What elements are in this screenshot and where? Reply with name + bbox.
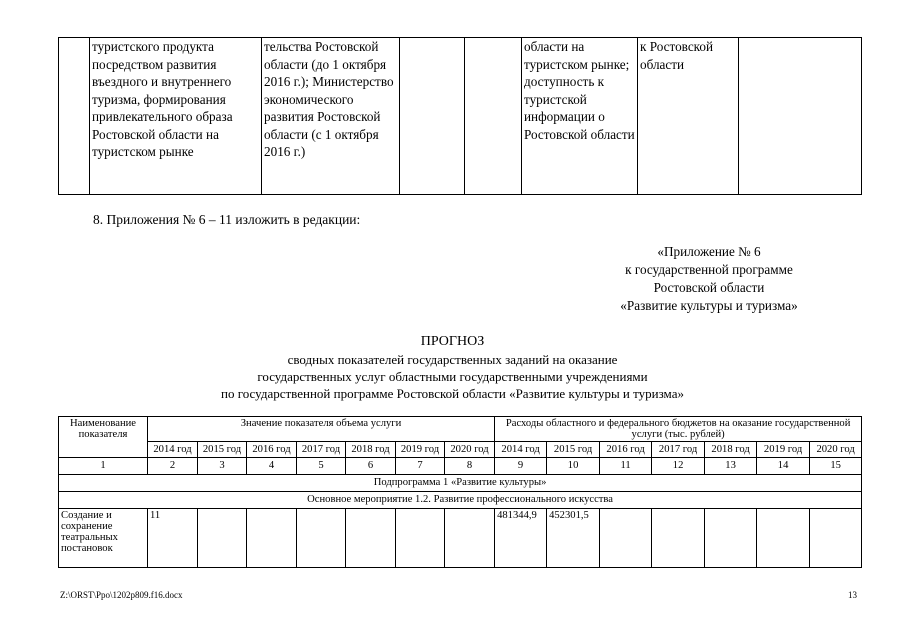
table-years-row — [59, 442, 862, 458]
table-cell: области на туристском рынке; доступность к туристской информации о Ростовской области — [522, 38, 638, 195]
subprogram-title: Подпрограмма 1 «Развитие культуры» — [59, 475, 862, 492]
column-number: 13 — [705, 458, 757, 475]
title-line: государственных услуг областными государственными учреждениями — [257, 369, 648, 384]
table-cell — [757, 509, 810, 568]
year-header: 2020 год — [445, 442, 495, 458]
table-cell: 452301,5 — [547, 509, 600, 568]
table-cell — [346, 509, 396, 568]
year-header: 2015 год — [547, 442, 600, 458]
subprogram-row — [59, 475, 862, 492]
column-number: 5 — [297, 458, 346, 475]
table-cell — [297, 509, 346, 568]
table-cell: 481344,9 — [495, 509, 547, 568]
main-event-title: Основное мероприятие 1.2. Развитие профессионального искусства — [59, 492, 862, 509]
main-event-row — [59, 492, 862, 509]
table-cell — [705, 509, 757, 568]
appendix-line: «Развитие культуры и туризма» — [620, 298, 798, 313]
column-header-name: Наименование показателя — [59, 417, 148, 458]
table-cell — [400, 38, 465, 195]
column-number-row — [59, 458, 862, 475]
table-cell — [445, 509, 495, 568]
year-header: 2016 год — [600, 442, 652, 458]
table-cell: туристского продукта посредством развития въездного и внутреннего туризма, формирования привлекательного образа Ростовской области на туристском рынке — [90, 38, 262, 195]
column-number: 9 — [495, 458, 547, 475]
continuation-table — [58, 37, 862, 195]
table-cell — [600, 509, 652, 568]
column-group-expenses: Расходы областного и федерального бюджетов на оказание государственной услуги (тыс. рублей) — [495, 417, 862, 442]
column-number: 15 — [810, 458, 862, 475]
table-cell — [465, 38, 522, 195]
table-row — [59, 509, 862, 568]
forecast-table — [58, 416, 862, 568]
table-cell — [739, 38, 862, 195]
column-number: 11 — [600, 458, 652, 475]
year-header: 2015 год — [198, 442, 247, 458]
column-number: 10 — [547, 458, 600, 475]
column-number: 1 — [59, 458, 148, 475]
year-header: 2019 год — [757, 442, 810, 458]
table-cell: к Ростовской области — [638, 38, 739, 195]
year-header: 2020 год — [810, 442, 862, 458]
column-number: 2 — [148, 458, 198, 475]
column-number: 6 — [346, 458, 396, 475]
appendix-line: Ростовской области — [653, 280, 765, 295]
column-number: 7 — [396, 458, 445, 475]
year-header: 2014 год — [495, 442, 547, 458]
document-title — [100, 332, 805, 402]
appendix-line: к государственной программе — [625, 262, 793, 277]
year-header: 2018 год — [705, 442, 757, 458]
indicator-name: Создание и сохранение театральных постановок — [59, 509, 148, 568]
year-header: 2016 год — [247, 442, 297, 458]
title-line: сводных показателей государственных заданий на оказание — [287, 352, 618, 367]
column-group-volume: Значение показателя объема услуги — [148, 417, 495, 442]
table-cell: 11 — [148, 509, 198, 568]
table-header-row — [59, 417, 862, 442]
table-cell — [59, 38, 90, 195]
table-cell — [247, 509, 297, 568]
year-header: 2018 год — [346, 442, 396, 458]
column-number: 12 — [652, 458, 705, 475]
year-header: 2017 год — [297, 442, 346, 458]
amendment-paragraph: 8. Приложения № 6 – 11 изложить в редакции: — [93, 212, 361, 227]
footer-file-path: Z:\ORST\Ppo\1202p809.f16.docx — [60, 590, 183, 600]
table-cell: тельства Ростовской области (до 1 октября 2016 г.); Министерство экономического развития Ростовской области (с 1 октября 2016 г.) — [262, 38, 400, 195]
footer-page-number: 13 — [848, 590, 857, 600]
appendix-header — [569, 243, 849, 315]
title-line: по государственной программе Ростовской области «Развитие культуры и туризма» — [221, 386, 684, 401]
table-cell — [652, 509, 705, 568]
year-header: 2014 год — [148, 442, 198, 458]
column-number: 14 — [757, 458, 810, 475]
table-cell — [810, 509, 862, 568]
column-number: 3 — [198, 458, 247, 475]
appendix-line: «Приложение № 6 — [657, 244, 761, 259]
year-header: 2019 год — [396, 442, 445, 458]
table-cell — [198, 509, 247, 568]
year-header: 2017 год — [652, 442, 705, 458]
table-cell — [396, 509, 445, 568]
table-row — [59, 38, 862, 195]
column-number: 8 — [445, 458, 495, 475]
title-heading: ПРОГНОЗ — [420, 334, 485, 349]
column-number: 4 — [247, 458, 297, 475]
